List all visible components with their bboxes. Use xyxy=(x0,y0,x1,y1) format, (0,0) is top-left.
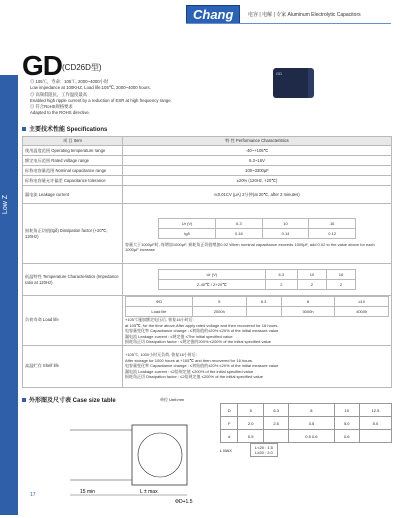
case-outline xyxy=(132,425,187,485)
row-item: 标称电容量范围 Nominal capacitance range xyxy=(23,166,123,176)
case-cell: 2.0 xyxy=(238,417,263,430)
spec-table xyxy=(22,136,392,388)
case-cell: 10 xyxy=(334,404,359,417)
brand-tagline: 电容 | 电解 | 专家 Aluminum Electrolytic Capacitors xyxy=(248,12,361,18)
load-cell: 3000h xyxy=(281,307,335,317)
page-number: 17 xyxy=(30,492,36,498)
feature-line: Low impedance at 100KHZ, Load life:105℃, 2000~4000 hours. xyxy=(30,85,151,91)
table-row xyxy=(23,296,392,346)
section-specifications xyxy=(22,124,107,133)
row-value: I≤0.01CV (μA) 2分钟(at 20℃, after 2 minutes) xyxy=(123,186,392,204)
df-cell: 0.12 xyxy=(309,228,356,238)
feature-line: ◎ 105℃，寿命：105℃, 2000~4000小时 xyxy=(30,79,109,84)
lt-cell: 10 xyxy=(298,270,327,280)
lt-table xyxy=(158,269,356,290)
load-table xyxy=(125,296,389,317)
capacitor-label: GD xyxy=(276,71,282,76)
case-cell: 8 xyxy=(289,404,334,417)
lt-cell: 2 xyxy=(298,280,327,290)
df-cell: 16 xyxy=(309,218,356,228)
dimension-drawing xyxy=(60,405,200,505)
case-cell: 5 xyxy=(238,404,263,417)
row-value: ±20% (120Hz, +20℃) xyxy=(123,176,392,186)
feature-line: Adapted to the ROHS directive. xyxy=(30,110,90,116)
case-cell: 3.5 xyxy=(289,417,334,430)
section-title: 外形图及尺寸表 Case size table xyxy=(29,398,116,404)
df-cell: 0.14 xyxy=(262,228,309,238)
row-item: 低温特性 Temperature Characteristics (Impedance ratio at 120Hz) xyxy=(23,264,123,296)
header-characteristics: 特 性 Performance Characteristics xyxy=(123,137,392,146)
feature-line: ◎ 高频低阻抗，工作温度最高 xyxy=(30,91,88,97)
side-tab-label: Low Z xyxy=(2,195,9,215)
units-label: 单位 Unit:mm xyxy=(160,397,184,402)
case-cell: 12.5 xyxy=(359,404,391,417)
load-line: 漏电流 Leakage current : ≤规定值 ≤The initial specified value xyxy=(125,333,233,339)
table-row xyxy=(23,146,392,156)
table-row xyxy=(23,345,392,387)
load-line: 电容量变化率 Capacitance change : ≤初始值的±20% ≤20% of the initial measure value xyxy=(125,328,279,333)
case-cell: 5.0 xyxy=(359,417,391,430)
row-value: 100~3300μF xyxy=(123,166,392,176)
section-title: 主要技术性能 Specifications xyxy=(29,127,108,133)
df-cell: 10 xyxy=(262,218,309,228)
shelf-line: 电容量变化率 Capacitance change : ≤初始值的±20% ≤20% of the initial measure value xyxy=(125,363,279,369)
case-cell: 6.3 xyxy=(263,404,288,417)
case-top-circle xyxy=(138,433,182,477)
load-cell: 2000h xyxy=(192,307,246,317)
row-item: 使用温度范围 Operating temperature range xyxy=(23,146,123,156)
case-cell: D xyxy=(221,404,238,417)
load-cell: 5 xyxy=(192,297,246,307)
load-cell: 4000h xyxy=(335,307,389,317)
load-line: at 105℃, for the time above,After apply rated voltage and then recovered for 16 hours. xyxy=(125,322,279,328)
series-title: GD xyxy=(22,50,62,81)
header-item: 项 目 Item xyxy=(23,137,123,146)
table-row xyxy=(23,186,392,204)
load-line: 损耗角正切 Dissipation factor : ≤规定值的200% ≤200% of the initial specified value xyxy=(125,339,272,344)
feature-list xyxy=(30,79,172,117)
case-cell: 2.5 xyxy=(263,417,288,430)
feature-line: ◎ 符合RoHS规格要求 xyxy=(30,104,73,110)
row-value: 6.3~16V xyxy=(123,156,392,166)
lt-cell: 2 xyxy=(327,280,356,290)
lt-cell: 6.3 xyxy=(265,270,297,280)
shelf-line: 漏电流 Leakage current : ≤2倍规定值 ≤200% of the initial specified value xyxy=(125,368,254,374)
df-cell: Ur (V) xyxy=(159,218,216,228)
row-item: 标称电容量允许偏差 Capacitance tolerance xyxy=(23,176,123,186)
case-cell: d xyxy=(221,430,238,443)
lt-cell: 2 xyxy=(265,280,297,290)
table-row xyxy=(23,204,392,264)
table-row xyxy=(23,156,392,166)
row-item: 高温贮存 Shelf life xyxy=(23,345,123,387)
load-cell xyxy=(246,307,281,317)
df-cell: 6.3 xyxy=(216,218,263,228)
df-cell: tgδ xyxy=(159,228,216,238)
row-value: -40~+105℃ xyxy=(123,146,392,156)
table-row xyxy=(23,264,392,296)
feature-line: Enabled high ripple current by a reduction of ESR at high frequency range. xyxy=(30,97,172,103)
shelf-line: +105℃, 1000小时无负荷, 恢复16小时后: xyxy=(125,352,197,358)
table-header xyxy=(23,137,392,146)
row-item: 漏电流 Leakage current xyxy=(23,186,123,204)
row-item: 负荷寿命 Load life xyxy=(23,296,123,346)
lmax-value: L≥20 : 2.0 xyxy=(255,450,273,455)
case-cell: 5.0 xyxy=(334,417,359,430)
load-cell: ΦD xyxy=(126,297,193,307)
lmax-value: L<20 : 1.5 xyxy=(255,445,273,450)
section-case-size xyxy=(22,395,116,404)
shelf-line: 损耗角正切 Dissipation factor : ≤2倍规定值 ≤200% of the initial specified value xyxy=(125,374,263,380)
load-cell: Load life xyxy=(126,307,193,317)
case-cell xyxy=(359,430,391,443)
df-cell: 0.16 xyxy=(216,228,263,238)
table-row xyxy=(23,176,392,186)
load-cell: ≥10 xyxy=(335,297,389,307)
lt-cell: Z-40℃ / Z+20℃ xyxy=(159,280,266,290)
lmax-label: L MAX xyxy=(220,447,232,453)
row-item: 额定电压范围 Rated voltage range xyxy=(23,156,123,166)
load-cell: 6.3 xyxy=(246,297,281,307)
capacitor-image xyxy=(273,68,313,98)
case-cell: 0.5 xyxy=(238,430,263,443)
lmax-box xyxy=(220,440,340,462)
series-subtitle: (CD26D型) xyxy=(62,63,102,72)
dim-label: ΦD+1.5 xyxy=(175,499,193,505)
side-tab xyxy=(0,75,18,515)
table-row xyxy=(23,166,392,176)
lt-cell: Ur (V) xyxy=(159,270,266,280)
case-cell: F xyxy=(221,417,238,430)
load-cell: 8 xyxy=(281,297,335,307)
header-divider xyxy=(186,23,391,24)
load-line: +105℃施加额定电压后, 恢复16小时后: xyxy=(125,317,194,322)
df-table xyxy=(158,218,356,239)
case-cell: 0.5 0.6 xyxy=(289,430,334,443)
shelf-line: After storage for 1000 hours at +105℃ and then recovered for 16 hours. xyxy=(125,357,254,363)
df-note: 容量大于1000μF时, 每增加1000μF, 损耗角正切值增加0.02 When nominal capacitance exceeds 1000μF, add 0.02 to the value above for each 1000μF increase xyxy=(125,241,375,252)
row-item: 损耗角正切值(tgδ) Dissipation factor (+20℃, 120Hz) xyxy=(23,204,123,264)
lt-cell: 16 xyxy=(327,270,356,280)
brand-logo: Chang xyxy=(186,5,240,24)
dim-label: 15 min xyxy=(80,489,96,495)
case-size-table xyxy=(220,403,392,443)
dim-label: L ± max xyxy=(140,489,158,495)
case-cell: 0.6 xyxy=(334,430,359,443)
